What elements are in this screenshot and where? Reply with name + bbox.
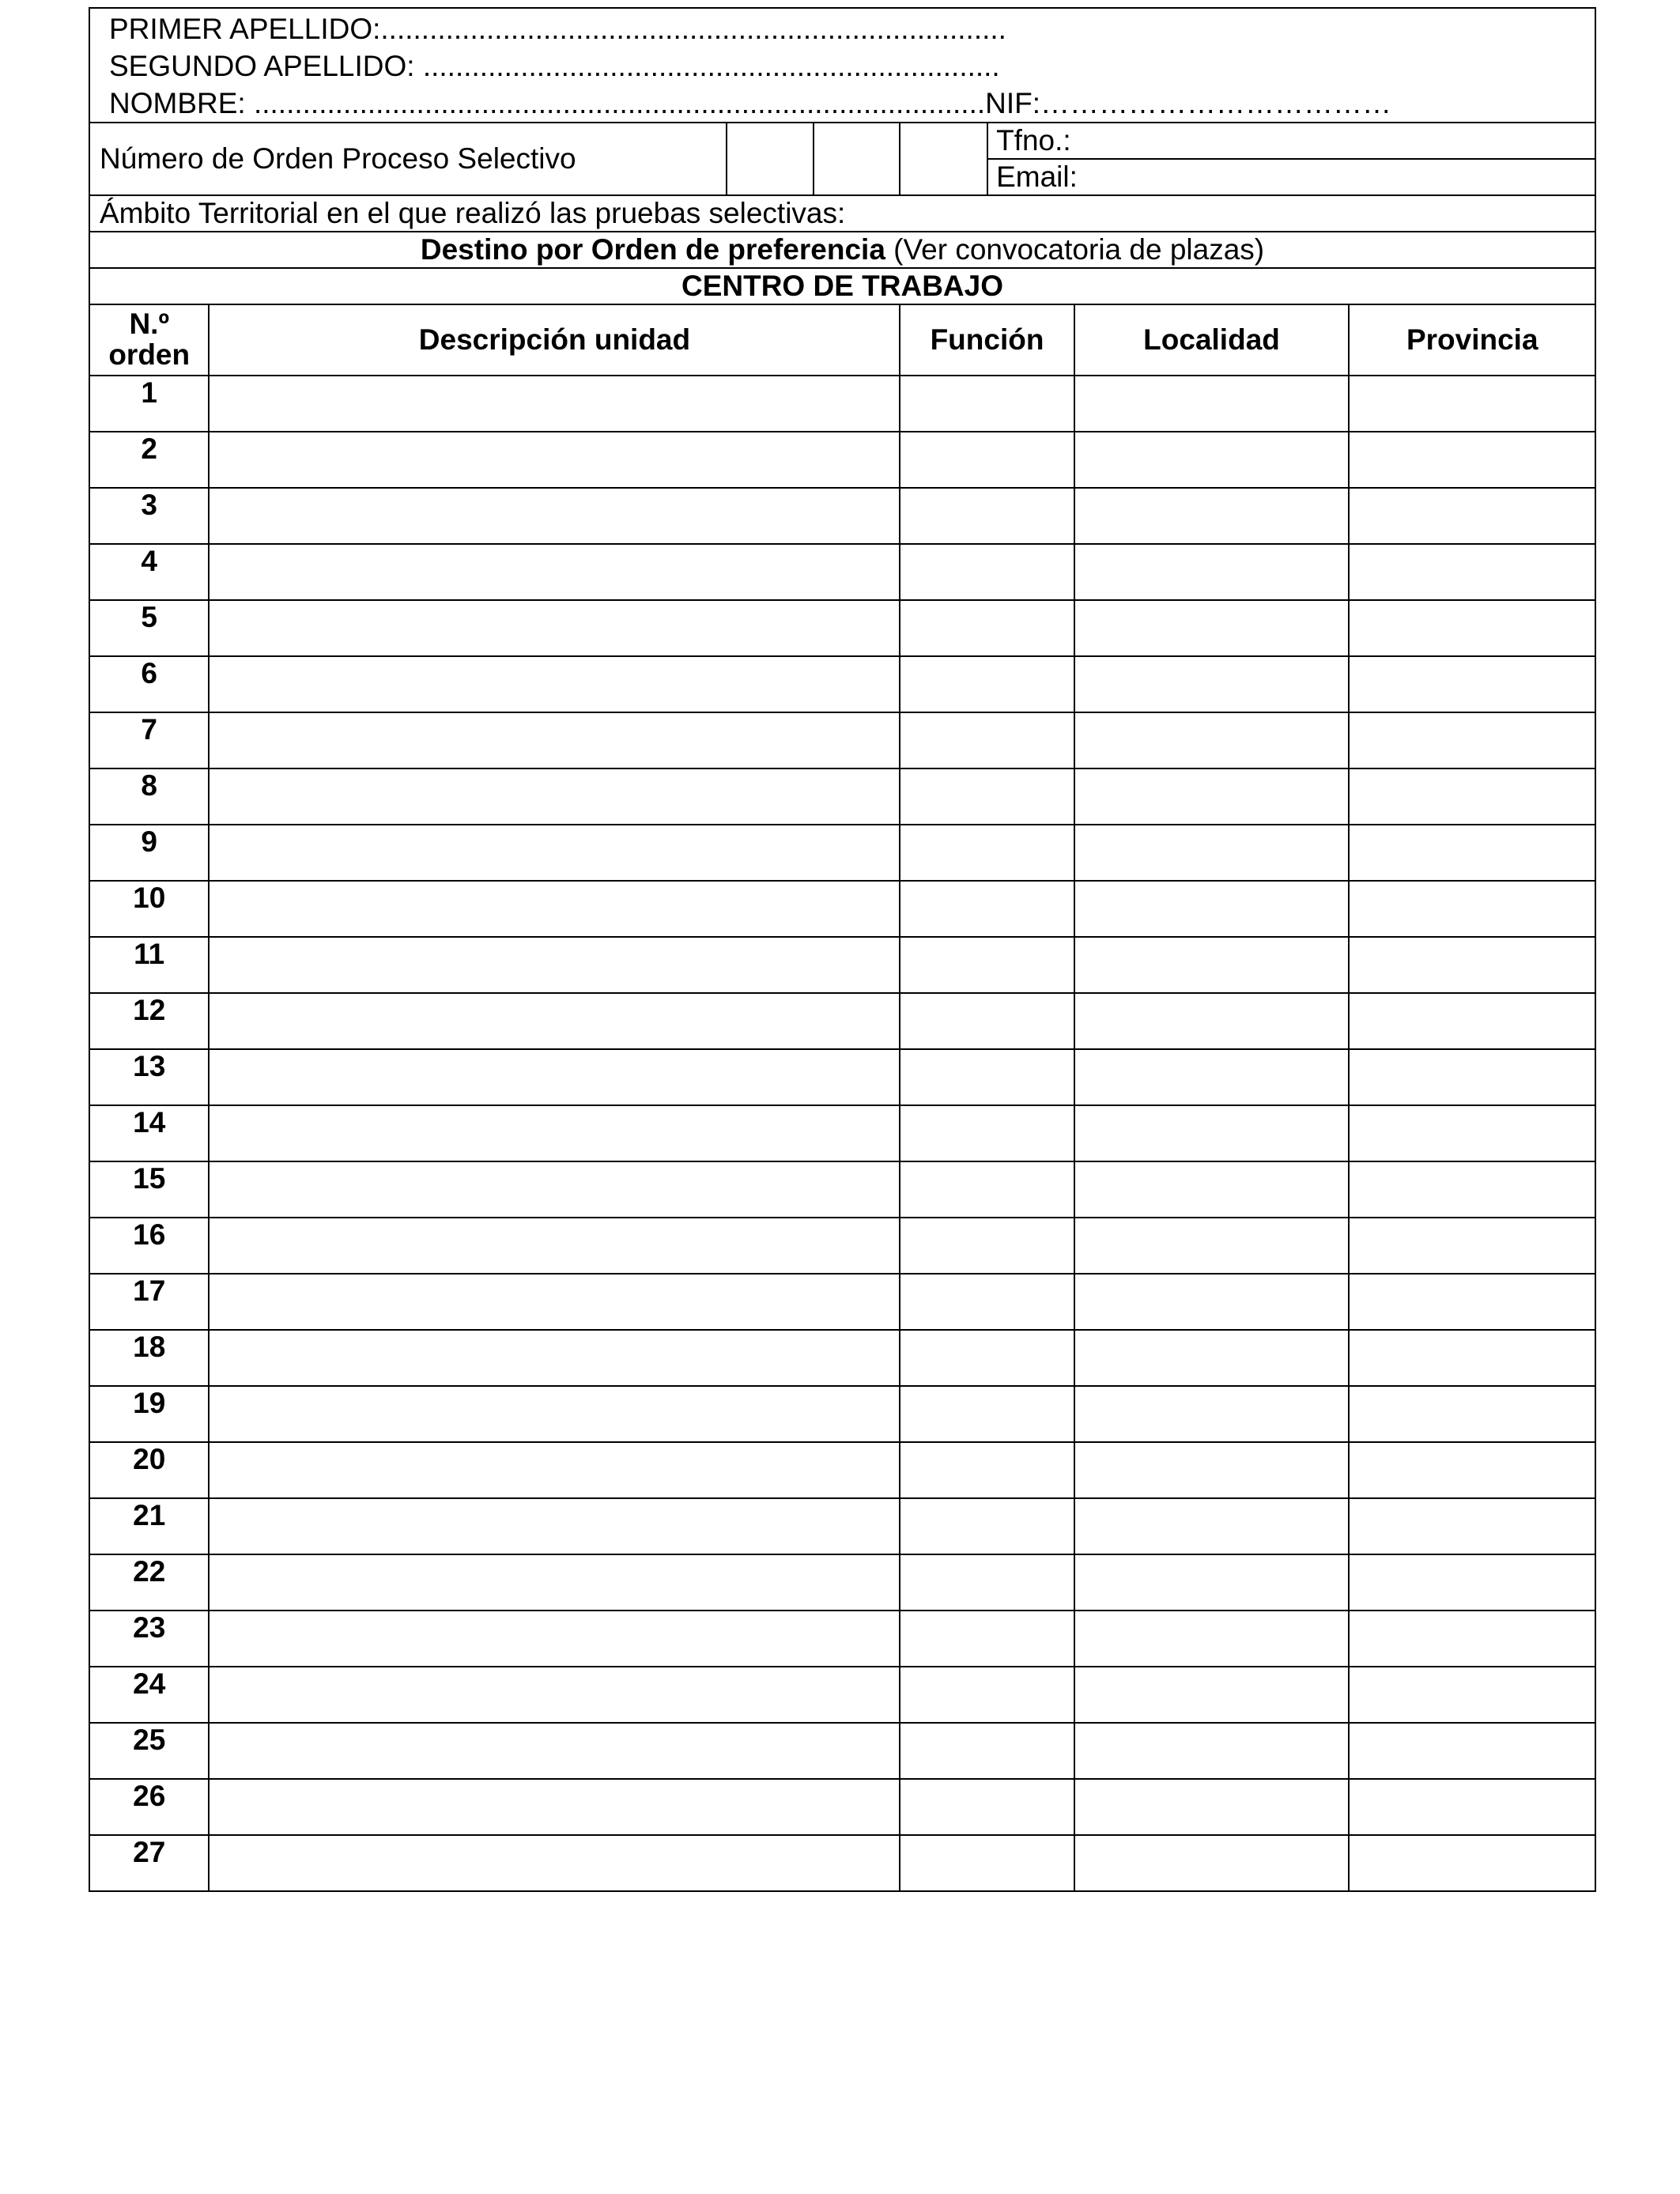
funcion-cell[interactable] [900, 1554, 1074, 1611]
email-field[interactable]: Email: [987, 159, 1595, 195]
localidad-cell[interactable] [1074, 432, 1350, 488]
table-row [89, 1498, 1595, 1554]
provincia-cell[interactable] [1349, 1049, 1595, 1105]
funcion-header: Función [900, 304, 1074, 376]
descripcion-cell[interactable] [209, 1161, 900, 1218]
orden-box-2[interactable] [814, 123, 900, 195]
table-row [89, 993, 1595, 1049]
descripcion-cell[interactable] [209, 600, 900, 656]
provincia-cell[interactable] [1349, 488, 1595, 544]
provincia-cell[interactable] [1349, 825, 1595, 881]
descripcion-cell[interactable] [209, 376, 900, 432]
table-row [89, 1723, 1595, 1779]
localidad-cell[interactable] [1074, 1554, 1350, 1611]
row-number: 26 [89, 1779, 209, 1835]
descripcion-cell[interactable] [209, 937, 900, 993]
table-row [89, 1218, 1595, 1274]
localidad-cell[interactable] [1074, 1442, 1350, 1498]
table-row [89, 1330, 1595, 1386]
funcion-cell[interactable] [900, 1105, 1074, 1161]
table-row [89, 1386, 1595, 1442]
num-orden-header-line2: orden [108, 338, 191, 371]
table-row [89, 1161, 1595, 1218]
provincia-cell[interactable] [1349, 1835, 1595, 1891]
provincia-header: Provincia [1349, 304, 1595, 376]
descripcion-cell[interactable] [209, 1218, 900, 1274]
funcion-cell[interactable] [900, 1330, 1074, 1386]
funcion-cell[interactable] [900, 1611, 1074, 1667]
funcion-cell[interactable] [900, 1667, 1074, 1723]
localidad-cell[interactable] [1074, 1105, 1350, 1161]
localidad-cell[interactable] [1074, 825, 1350, 881]
personal-data-cell [89, 8, 1595, 123]
localidad-cell[interactable] [1074, 1330, 1350, 1386]
descripcion-cell[interactable] [209, 1049, 900, 1105]
descripcion-cell[interactable] [209, 1105, 900, 1161]
table-row [89, 600, 1595, 656]
descripcion-cell[interactable] [209, 1554, 900, 1611]
descripcion-cell[interactable] [209, 1274, 900, 1330]
localidad-cell[interactable] [1074, 376, 1350, 432]
row-number: 4 [89, 544, 209, 600]
table-row [89, 656, 1595, 712]
provincia-cell[interactable] [1349, 1611, 1595, 1667]
localidad-cell[interactable] [1074, 1386, 1350, 1442]
provincia-cell[interactable] [1349, 1442, 1595, 1498]
orden-box-1[interactable] [727, 123, 814, 195]
descripcion-cell[interactable] [209, 488, 900, 544]
localidad-cell[interactable] [1074, 1779, 1350, 1835]
table-row [89, 712, 1595, 768]
table-row [89, 1049, 1595, 1105]
localidad-cell[interactable] [1074, 544, 1350, 600]
row-number: 16 [89, 1218, 209, 1274]
localidad-cell[interactable] [1074, 937, 1350, 993]
row-number: 3 [89, 488, 209, 544]
provincia-cell[interactable] [1349, 656, 1595, 712]
row-number: 15 [89, 1161, 209, 1218]
descripcion-cell[interactable] [209, 825, 900, 881]
funcion-cell[interactable] [900, 656, 1074, 712]
num-orden-header-line1: N.º [129, 308, 169, 341]
provincia-cell[interactable] [1349, 432, 1595, 488]
localidad-cell[interactable] [1074, 712, 1350, 768]
descripcion-cell[interactable] [209, 1498, 900, 1554]
provincia-cell[interactable] [1349, 1105, 1595, 1161]
provincia-cell[interactable] [1349, 544, 1595, 600]
row-number: 12 [89, 993, 209, 1049]
funcion-cell[interactable] [900, 1779, 1074, 1835]
provincia-cell[interactable] [1349, 1386, 1595, 1442]
row-number: 10 [89, 881, 209, 937]
row-number: 8 [89, 768, 209, 825]
localidad-cell[interactable] [1074, 1161, 1350, 1218]
descripcion-cell[interactable] [209, 1835, 900, 1891]
localidad-cell[interactable] [1074, 600, 1350, 656]
table-row [89, 937, 1595, 993]
row-number: 23 [89, 1611, 209, 1667]
descripcion-cell[interactable] [209, 712, 900, 768]
descripcion-cell[interactable] [209, 1667, 900, 1723]
descripcion-cell[interactable] [209, 1386, 900, 1442]
funcion-cell[interactable] [900, 825, 1074, 881]
funcion-cell[interactable] [900, 712, 1074, 768]
provincia-cell[interactable] [1349, 1779, 1595, 1835]
funcion-cell[interactable] [900, 768, 1074, 825]
localidad-cell[interactable] [1074, 1049, 1350, 1105]
descripcion-cell[interactable] [209, 1330, 900, 1386]
row-number: 2 [89, 432, 209, 488]
orden-box-3[interactable] [900, 123, 987, 195]
provincia-cell[interactable] [1349, 1667, 1595, 1723]
table-row [89, 1442, 1595, 1498]
descripcion-cell[interactable] [209, 993, 900, 1049]
row-number: 17 [89, 1274, 209, 1330]
descripcion-cell[interactable] [209, 544, 900, 600]
table-header-row [89, 304, 1595, 376]
provincia-cell[interactable] [1349, 712, 1595, 768]
row-number: 5 [89, 600, 209, 656]
funcion-cell[interactable] [900, 376, 1074, 432]
row-number: 27 [89, 1835, 209, 1891]
funcion-cell[interactable] [900, 1835, 1074, 1891]
localidad-cell[interactable] [1074, 768, 1350, 825]
centro-row [89, 268, 1595, 304]
orden-row-top [89, 123, 1595, 159]
descripcion-cell[interactable] [209, 432, 900, 488]
localidad-cell[interactable] [1074, 1667, 1350, 1723]
localidad-cell[interactable] [1074, 993, 1350, 1049]
destino-row [89, 232, 1595, 268]
row-number: 25 [89, 1723, 209, 1779]
provincia-cell[interactable] [1349, 1330, 1595, 1386]
localidad-cell[interactable] [1074, 656, 1350, 712]
localidad-cell[interactable] [1074, 1274, 1350, 1330]
table-row [89, 768, 1595, 825]
row-number: 14 [89, 1105, 209, 1161]
funcion-cell[interactable] [900, 1218, 1074, 1274]
localidad-cell[interactable] [1074, 1723, 1350, 1779]
row-number: 18 [89, 1330, 209, 1386]
localidad-cell[interactable] [1074, 488, 1350, 544]
provincia-cell[interactable] [1349, 1274, 1595, 1330]
row-number: 13 [89, 1049, 209, 1105]
table-row [89, 1779, 1595, 1835]
funcion-cell[interactable] [900, 1161, 1074, 1218]
localidad-cell[interactable] [1074, 1835, 1350, 1891]
ambito-territorial-field[interactable]: Ámbito Territorial en el que realizó las pruebas selectivas: [89, 195, 1595, 232]
localidad-cell[interactable] [1074, 1218, 1350, 1274]
funcion-cell[interactable] [900, 488, 1074, 544]
funcion-cell[interactable] [900, 1386, 1074, 1442]
table-row [89, 432, 1595, 488]
funcion-cell[interactable] [900, 1442, 1074, 1498]
table-row [89, 544, 1595, 600]
descripcion-header: Descripción unidad [209, 304, 900, 376]
destino-heading [89, 232, 1595, 268]
provincia-cell[interactable] [1349, 1218, 1595, 1274]
provincia-cell[interactable] [1349, 1161, 1595, 1218]
table-row [89, 1667, 1595, 1723]
descripcion-cell[interactable] [209, 1779, 900, 1835]
provincia-cell[interactable] [1349, 600, 1595, 656]
row-number: 21 [89, 1498, 209, 1554]
table-row [89, 881, 1595, 937]
personal-data-row [89, 8, 1595, 123]
funcion-cell[interactable] [900, 1049, 1074, 1105]
funcion-cell[interactable] [900, 432, 1074, 488]
provincia-cell[interactable] [1349, 376, 1595, 432]
row-number: 9 [89, 825, 209, 881]
table-row [89, 1835, 1595, 1891]
row-number: 1 [89, 376, 209, 432]
segundo-apellido-field[interactable]: SEGUNDO APELLIDO: ....................................................................... [109, 50, 1000, 82]
localidad-header: Localidad [1074, 304, 1350, 376]
row-number: 20 [89, 1442, 209, 1498]
localidad-cell[interactable] [1074, 1611, 1350, 1667]
descripcion-cell[interactable] [209, 881, 900, 937]
destino-note: (Ver convocatoria de plazas) [885, 232, 1265, 266]
nombre-nif-field[interactable]: NOMBRE: ..........................................................................................NIF:……………………………… [109, 87, 1392, 119]
table-row [89, 1554, 1595, 1611]
funcion-cell[interactable] [900, 1723, 1074, 1779]
funcion-cell[interactable] [900, 544, 1074, 600]
row-number: 19 [89, 1386, 209, 1442]
row-number: 6 [89, 656, 209, 712]
row-number: 22 [89, 1554, 209, 1611]
num-orden-header [89, 304, 209, 376]
preference-form [89, 7, 1596, 1892]
localidad-cell[interactable] [1074, 1498, 1350, 1554]
descripcion-cell[interactable] [209, 656, 900, 712]
provincia-cell[interactable] [1349, 1554, 1595, 1611]
provincia-cell[interactable] [1349, 1723, 1595, 1779]
descripcion-cell[interactable] [209, 1442, 900, 1498]
funcion-cell[interactable] [900, 937, 1074, 993]
provincia-cell[interactable] [1349, 1498, 1595, 1554]
funcion-cell[interactable] [900, 600, 1074, 656]
descripcion-cell[interactable] [209, 768, 900, 825]
localidad-cell[interactable] [1074, 881, 1350, 937]
provincia-cell[interactable] [1349, 881, 1595, 937]
table-row [89, 1105, 1595, 1161]
table-row [89, 825, 1595, 881]
ambito-row [89, 195, 1595, 232]
provincia-cell[interactable] [1349, 993, 1595, 1049]
funcion-cell[interactable] [900, 1498, 1074, 1554]
table-row [89, 376, 1595, 432]
row-number: 11 [89, 937, 209, 993]
primer-apellido-field[interactable]: PRIMER APELLIDO:............................................................................. [109, 13, 1006, 45]
tfno-field[interactable]: Tfno.: [987, 123, 1595, 159]
descripcion-cell[interactable] [209, 1723, 900, 1779]
provincia-cell[interactable] [1349, 937, 1595, 993]
funcion-cell[interactable] [900, 881, 1074, 937]
row-number: 24 [89, 1667, 209, 1723]
funcion-cell[interactable] [900, 1274, 1074, 1330]
descripcion-cell[interactable] [209, 1611, 900, 1667]
row-number: 7 [89, 712, 209, 768]
orden-proceso-label: Número de Orden Proceso Selectivo [89, 123, 727, 195]
table-row [89, 1274, 1595, 1330]
table-row [89, 488, 1595, 544]
table-row [89, 1611, 1595, 1667]
destino-title: Destino por Orden de preferencia [420, 232, 885, 266]
centro-trabajo-heading: CENTRO DE TRABAJO [89, 268, 1595, 304]
provincia-cell[interactable] [1349, 768, 1595, 825]
funcion-cell[interactable] [900, 993, 1074, 1049]
